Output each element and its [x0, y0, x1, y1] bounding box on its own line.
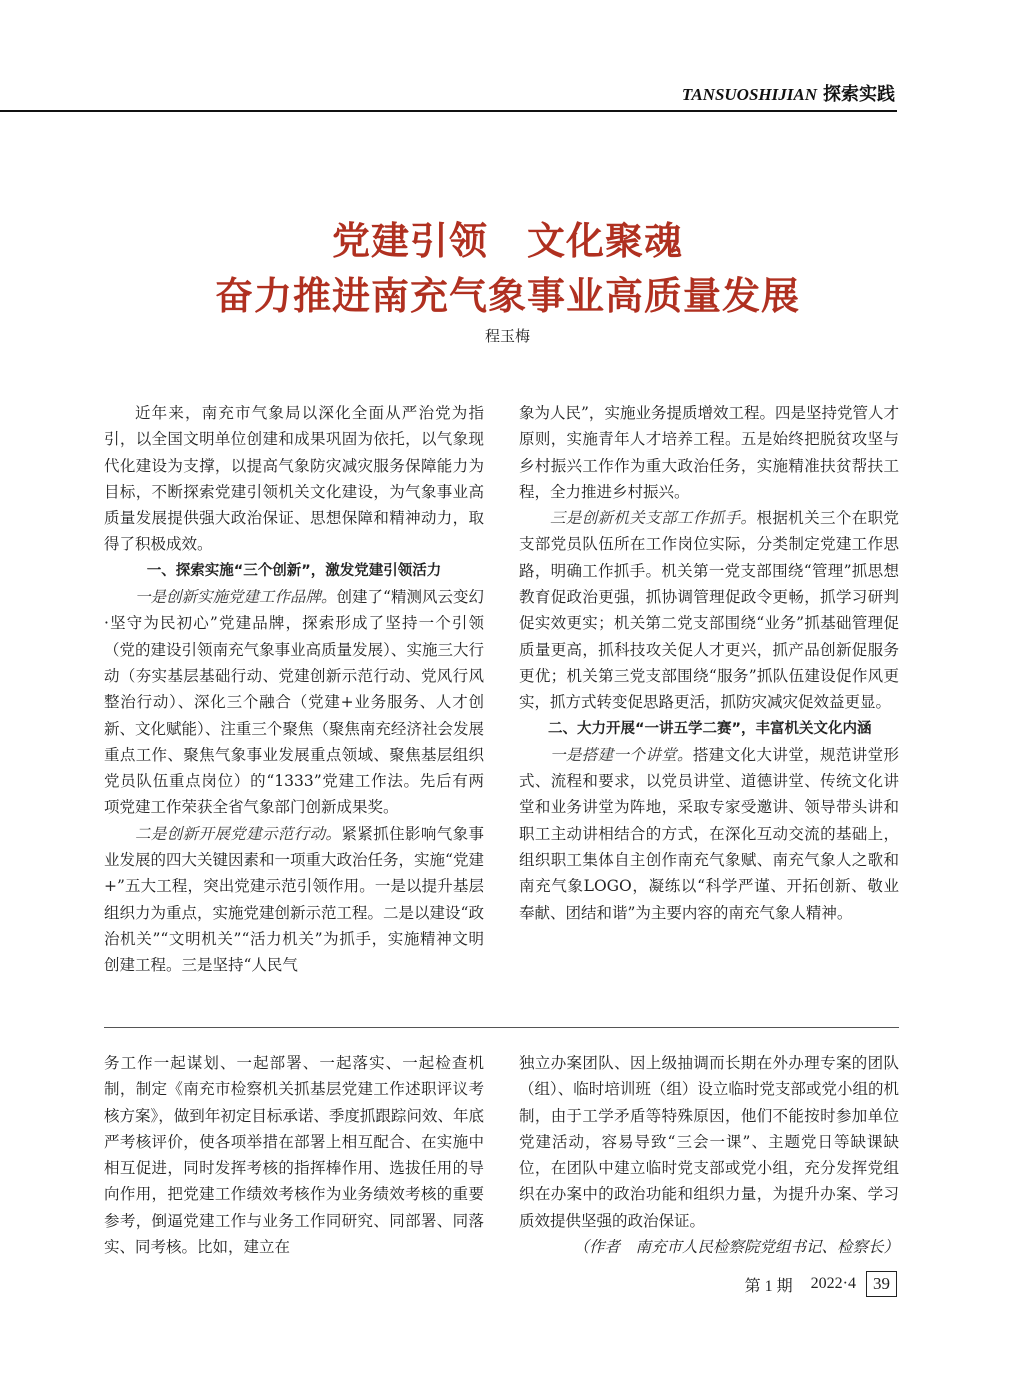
header-rule	[0, 110, 897, 112]
paragraph	[104, 821, 484, 979]
paragraph-body: 创建了“精测风云变幻·坚守为民初心”党建品牌，探索形成了坚持一个引领（党的建设引领南充气象事业高质量发展）、实施三大行动（夯实基层基础行动、党建创新示范行动、党风行风整治行动）、深化三个融合（党建+业务服务、人才创新、文化赋能）、注重三个聚焦（聚焦南充经济社会发展重点工作、聚焦气象事业发展重点领域、聚焦基层组织党员队伍重点岗位）的“1333”党建工作法。先后有两项党建工作荣获全省气象部门创新成果奖。	[104, 588, 484, 817]
paragraph-continued: 象为人民”，实施业务提质增效工程。四是坚持党管人才原则，实施青年人才培养工程。五是始终把脱贫攻坚与乡村振兴工作作为重大政治任务，实施精准扶贫帮扶工程，全力推进乡村振兴。	[519, 404, 899, 501]
paragraph	[519, 505, 899, 715]
column-3	[104, 1050, 484, 1260]
page-number: 39	[866, 1271, 897, 1297]
column-2	[519, 400, 899, 926]
section-heading-1: 一、探索实施“三个创新”，激发党建引领活力	[146, 562, 442, 579]
article-divider	[104, 1027, 899, 1028]
issue-date: 2022·4	[810, 1275, 856, 1292]
paragraph-lead: 一是搭建一个讲堂。	[550, 745, 693, 764]
paragraph-body: 紧紧抓住影响气象事业发展的四大关键因素和一项重大政治任务，实施“党建+”五大工程，突出党建示范引领作用。一是以提升基层组织力为重点，实施党建创新示范工程。二是以建设“政治机关”“文明机关”“活力机关”为抓手，实施精神文明创建工程。三是坚持“人民气	[104, 824, 484, 975]
running-header	[0, 76, 1015, 116]
article-title-line1: 党建引领 文化聚魂	[331, 218, 683, 263]
section-label	[682, 80, 895, 106]
page-footer	[745, 1268, 897, 1300]
paragraph-intro: 近年来，南充市气象局以深化全面从严治党为指引，以全国文明单位创建和成果巩固为依托，以气象现代化建设为支撑，以提高气象防灾减灾服务保障能力为目标，不断探索党建引领机关文化建设，为气象事业高质量发展提供强大政治保证、思想保障和精神动力，取得了积极成效。	[104, 404, 484, 554]
paragraph-body: 根据机关三个在职党支部党员队伍所在工作岗位实际，分类制定党建工作思路，明确工作抓手。机关第一党支部围绕“管理”抓思想教育促政治更强，抓协调管理促政令更畅，抓学习研判促实效更实；机关第二党支部围绕“业务”抓基础管理促质量更高，抓科技攻关促人才更兴，抓产品创新促服务更优；机关第三党支部围绕“服务”抓队伍建设促作风更实，抓方式转变促思路更活，抓防灾减灾促效益更显。	[519, 509, 899, 712]
section-label-cn: 探索实践	[823, 84, 895, 105]
paragraph	[104, 584, 484, 821]
paragraph-lead: 三是创新机关支部工作抓手。	[550, 509, 757, 528]
paragraph-lead: 二是创新开展党建示范行动。	[135, 824, 342, 843]
paragraph-body: 搭建文化大讲堂，规范讲堂形式、流程和要求，以党员讲堂、道德讲堂、传统文化讲堂和业务讲堂为阵地，采取专家受邀讲、领导带头讲和职工主动讲相结合的方式，在深化互动交流的基础上，组织职工集体自主创作南充气象赋、南充气象人之歌和南充气象LOGO，凝练以“科学严谨、开拓创新、敬业奉献、团结和谐”为主要内容的南充气象人精神。	[519, 745, 899, 922]
paragraph-continued: 务工作一起谋划、一起部署、一起落实、一起检查机制，制定《南充市检察机关抓基层党建工作述职评议考核方案》，做到年初定目标承诺、季度抓跟踪问效、年底严考核评价，使各项举措在部署上相互配合、在实施中相互促进，同时发挥考核的指挥棒作用、选拔任用的导向作用，把党建工作绩效考核作为业务绩效考核的重要参考，倒逼党建工作与业务工作同研究、同部署、同落实、同考核。比如，建立在	[104, 1054, 484, 1257]
column-1	[104, 400, 484, 979]
paragraph	[519, 742, 899, 926]
column-4	[519, 1050, 899, 1260]
issue-number: 第 1 期	[744, 1277, 793, 1295]
article-author: 程玉梅	[484, 327, 530, 345]
author-byline: （作者 南充市人民检察院党组书记、检察长）	[573, 1238, 899, 1257]
paragraph-lead: 一是创新实施党建工作品牌。	[135, 588, 337, 607]
paragraph-continued: 独立办案团队、因上级抽调而长期在外办理专案的团队（组）、临时培训班（组）设立临时党支部或党小组的机制，由于工学矛盾等特殊原因，他们不能按时参加单位党建活动，容易导致“三会一课”、主题党日等缺课缺位，在团队中建立临时党支部或党小组，充分发挥党组织在办案中的政治功能和组织力量，为提升办案、学习质效提供坚强的政治保证。	[519, 1054, 899, 1230]
section-label-latin: TANSUOSHIJIAN	[681, 85, 817, 104]
section-heading-2: 二、大力开展“一讲五学二赛”，丰富机关文化内涵	[548, 720, 872, 737]
article-title-line2: 奋力推进南充气象事业高质量发展	[214, 273, 800, 318]
